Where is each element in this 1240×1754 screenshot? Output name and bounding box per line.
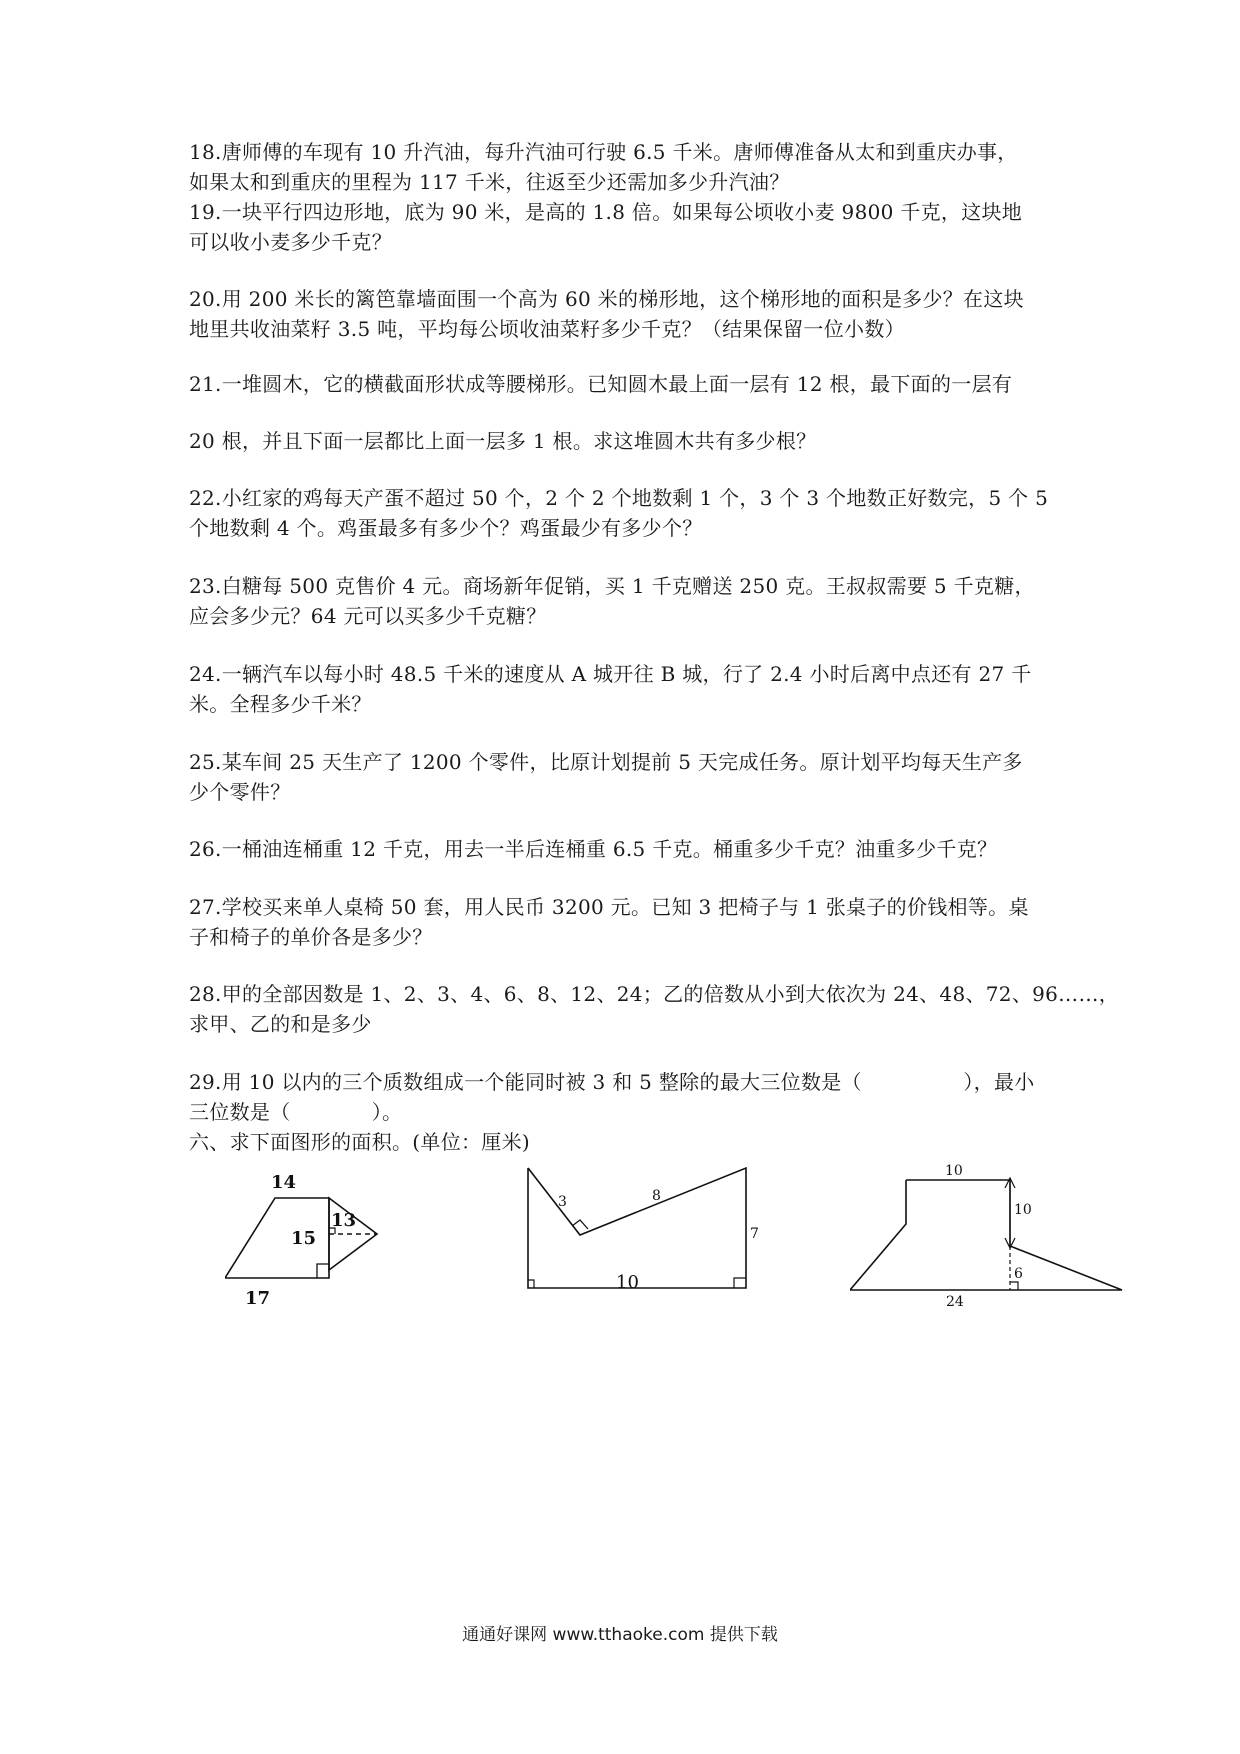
q24-line-1: 24.一辆汽车以每小时 48.5 千米的速度从 A 城开往 B 城，行了 2.4 小时后离中点还有 27 千 [189, 662, 1032, 686]
fig2-bottom-label: 10 [616, 1272, 639, 1293]
q19-line-2: 可以收小麦多少千克？ [189, 230, 392, 254]
q18-line-2: 如果太和到重庆的里程为 117 千米，往返至少还需加多少升汽油？ [189, 170, 790, 194]
q21-line-1: 21.一堆圆木，它的横截面形状成等腰梯形。已知圆木最上面一层有 12 根，最下面的一层有 [189, 372, 1013, 396]
fig3-top-label: 10 [945, 1163, 963, 1179]
fig2-right-side-label: 7 [750, 1226, 759, 1242]
q21-line-2: 20 根，并且下面一层都比上面一层多 1 根。求这堆圆木共有多少根？ [189, 429, 817, 453]
q22-line-1: 22.小红家的鸡每天产蛋不超过 50 个，2 个 2 个地数剩 1 个，3 个 3 个地数正好数完，5 个 5 [189, 486, 1049, 510]
fig1-bottom-label: 17 [245, 1288, 271, 1309]
q25-line-1: 25.某车间 25 天生产了 1200 个零件，比原计划提前 5 天完成任务。原计划平均每天生产多 [189, 750, 1023, 774]
q23-line-2: 应会多少元？64 元可以买多少千克糖？ [189, 604, 547, 628]
figure-rectangle-trapezoid [850, 1158, 1150, 1308]
q18-line-1: 18.唐师傅的车现有 10 升汽油，每升汽油可行驶 6.5 千米。唐师傅准备从太和到重庆办事， [189, 140, 1018, 164]
section-six-title: 六、求下面图形的面积。(单位：厘米) [189, 1130, 531, 1154]
q22-line-2: 个地数剩 4 个。鸡蛋最多有多少个？鸡蛋最少有多少个？ [189, 516, 703, 540]
fig3-bottom-label: 24 [946, 1294, 964, 1308]
q28-line-2: 求甲、乙的和是多少 [189, 1012, 372, 1036]
figure-composite-rectangle [520, 1160, 760, 1310]
fig3-right-lower-label: 6 [1014, 1266, 1023, 1282]
page-footer: 通通好课网 www.tthaoke.com 提供下载 [462, 1625, 778, 1645]
q23-line-1: 23.白糖每 500 克售价 4 元。商场新年促销，买 1 千克赠送 250 克。王叔叔需要 5 千克糖， [189, 574, 1035, 598]
q27-line-2: 子和椅子的单价各是多少？ [189, 925, 433, 949]
fig1-height-label: 15 [291, 1228, 317, 1249]
q27-line-1: 27.学校买来单人桌椅 50 套，用人民币 3200 元。已知 3 把椅子与 1 张桌子的价钱相等。桌 [189, 895, 1029, 919]
figure-trapezoid-triangle [225, 1160, 445, 1310]
q29-line-2: 三位数是（ ）。 [189, 1100, 403, 1124]
q25-line-2: 少个零件？ [189, 780, 291, 804]
fig1-top-label: 14 [271, 1172, 297, 1193]
fig3-right-upper-label: 10 [1014, 1202, 1032, 1218]
fig2-short-slant-label: 3 [558, 1194, 567, 1210]
q28-line-1: 28.甲的全部因数是 1、2、3、4、6、8、12、24；乙的倍数从小到大依次为 24、48、72、96……， [189, 982, 1120, 1006]
q20-line-2: 地里共收油菜籽 3.5 吨，平均每公顷收油菜籽多少千克？（结果保留一位小数） [189, 317, 905, 341]
q26-line-1: 26.一桶油连桶重 12 千克，用去一半后连桶重 6.5 千克。桶重多少千克？油重多少千克？ [189, 837, 998, 861]
q20-line-1: 20.用 200 米长的篱笆靠墙面围一个高为 60 米的梯形地，这个梯形地的面积是多少？在这块 [189, 287, 1024, 311]
fig2-long-slant-label: 8 [652, 1188, 661, 1204]
fig1-triangle-height-label: 13 [331, 1210, 357, 1231]
q24-line-2: 米。全程多少千米？ [189, 692, 372, 716]
q29-line-1: 29.用 10 以内的三个质数组成一个能同时被 3 和 5 整除的最大三位数是（ ），最小 [189, 1070, 1035, 1094]
q19-line-1: 19.一块平行四边形地，底为 90 米，是高的 1.8 倍。如果每公顷收小麦 9800 千克，这块地 [189, 200, 1023, 224]
